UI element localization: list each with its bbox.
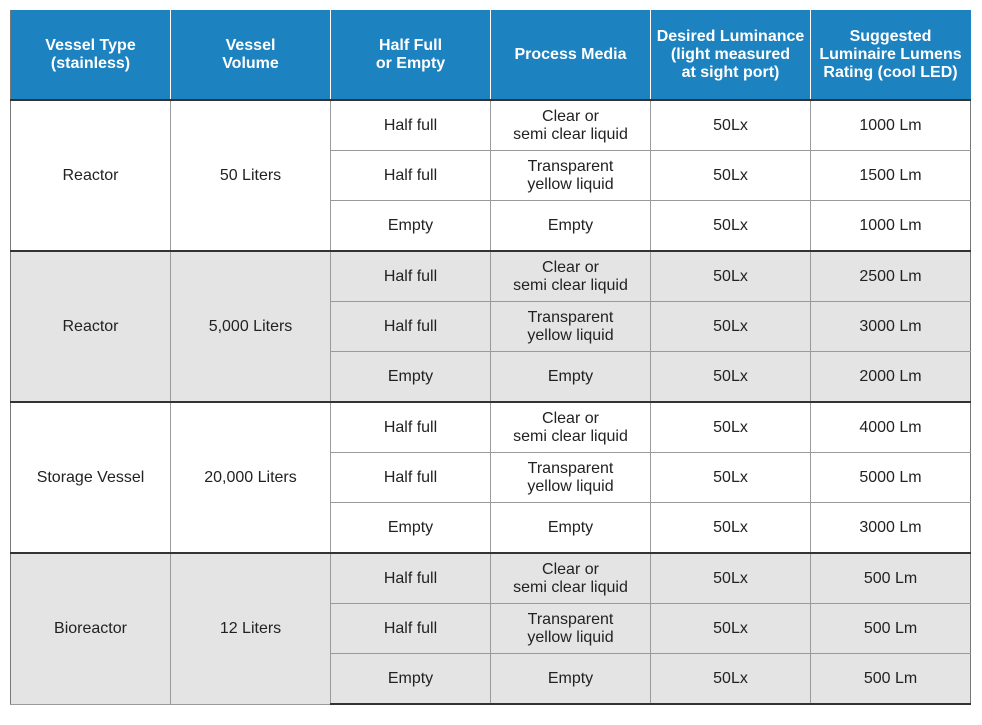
luminance-cell: 50Lx xyxy=(651,453,811,503)
header-vessel-volume: Vessel Volume xyxy=(171,10,331,100)
fill-state-cell: Half full xyxy=(331,453,491,503)
luminance-cell: 50Lx xyxy=(651,352,811,403)
process-media-cell: Empty xyxy=(491,654,651,705)
fill-state-cell: Half full xyxy=(331,100,491,151)
lumens-cell: 500 Lm xyxy=(811,553,971,604)
lumens-cell: 500 Lm xyxy=(811,654,971,705)
lumens-cell: 3000 Lm xyxy=(811,302,971,352)
vessel-volume-cell: 50 Liters xyxy=(171,100,331,251)
luminance-cell: 50Lx xyxy=(651,100,811,151)
fill-state-cell: Half full xyxy=(331,553,491,604)
header-row xyxy=(11,10,971,100)
fill-state-cell: Half full xyxy=(331,402,491,453)
luminance-cell: 50Lx xyxy=(651,201,811,252)
vessel-volume-cell: 5,000 Liters xyxy=(171,251,331,402)
header-process-media: Process Media xyxy=(491,10,651,100)
lumens-cell: 2000 Lm xyxy=(811,352,971,403)
fill-state-cell: Empty xyxy=(331,352,491,403)
vessel-group-storage-20000l xyxy=(11,402,971,553)
process-media-cell: Empty xyxy=(491,201,651,252)
table-header xyxy=(11,10,971,100)
header-suggested-lumens: Suggested Luminaire Lumens Rating (cool LED) xyxy=(811,10,971,100)
vessel-type-cell: Reactor xyxy=(11,100,171,251)
luminance-table-container xyxy=(10,10,971,705)
lumens-cell: 1500 Lm xyxy=(811,151,971,201)
vessel-volume-cell: 12 Liters xyxy=(171,553,331,704)
luminance-cell: 50Lx xyxy=(651,654,811,705)
lumens-cell: 1000 Lm xyxy=(811,100,971,151)
header-half-full-or-empty: Half Full or Empty xyxy=(331,10,491,100)
luminance-cell: 50Lx xyxy=(651,604,811,654)
vessel-volume-cell: 20,000 Liters xyxy=(171,402,331,553)
process-media-cell: Transparent yellow liquid xyxy=(491,604,651,654)
lumens-cell: 5000 Lm xyxy=(811,453,971,503)
process-media-cell: Transparent yellow liquid xyxy=(491,151,651,201)
vessel-group-reactor-5000l xyxy=(11,251,971,402)
vessel-type-cell: Bioreactor xyxy=(11,553,171,704)
luminance-cell: 50Lx xyxy=(651,402,811,453)
process-media-cell: Clear or semi clear liquid xyxy=(491,402,651,453)
lumens-cell: 3000 Lm xyxy=(811,503,971,554)
header-vessel-type: Vessel Type (stainless) xyxy=(11,10,171,100)
process-media-cell: Empty xyxy=(491,503,651,554)
vessel-group-bioreactor-12l xyxy=(11,553,971,704)
fill-state-cell: Empty xyxy=(331,201,491,252)
process-media-cell: Empty xyxy=(491,352,651,403)
header-desired-luminance: Desired Luminance (light measured at sight port) xyxy=(651,10,811,100)
table-row xyxy=(11,402,971,453)
process-media-cell: Clear or semi clear liquid xyxy=(491,251,651,302)
lumens-cell: 2500 Lm xyxy=(811,251,971,302)
vessel-group-reactor-50l xyxy=(11,100,971,251)
fill-state-cell: Empty xyxy=(331,654,491,705)
table-row xyxy=(11,251,971,302)
fill-state-cell: Half full xyxy=(331,151,491,201)
luminance-cell: 50Lx xyxy=(651,251,811,302)
lumens-cell: 4000 Lm xyxy=(811,402,971,453)
luminance-cell: 50Lx xyxy=(651,503,811,554)
fill-state-cell: Half full xyxy=(331,251,491,302)
fill-state-cell: Half full xyxy=(331,302,491,352)
luminance-cell: 50Lx xyxy=(651,151,811,201)
process-media-cell: Clear or semi clear liquid xyxy=(491,100,651,151)
process-media-cell: Clear or semi clear liquid xyxy=(491,553,651,604)
luminance-cell: 50Lx xyxy=(651,553,811,604)
table-row xyxy=(11,100,971,151)
fill-state-cell: Empty xyxy=(331,503,491,554)
process-media-cell: Transparent yellow liquid xyxy=(491,453,651,503)
lumens-cell: 1000 Lm xyxy=(811,201,971,252)
table-row xyxy=(11,553,971,604)
vessel-type-cell: Storage Vessel xyxy=(11,402,171,553)
fill-state-cell: Half full xyxy=(331,604,491,654)
vessel-type-cell: Reactor xyxy=(11,251,171,402)
lumens-cell: 500 Lm xyxy=(811,604,971,654)
process-media-cell: Transparent yellow liquid xyxy=(491,302,651,352)
luminance-cell: 50Lx xyxy=(651,302,811,352)
luminance-table xyxy=(10,10,971,705)
